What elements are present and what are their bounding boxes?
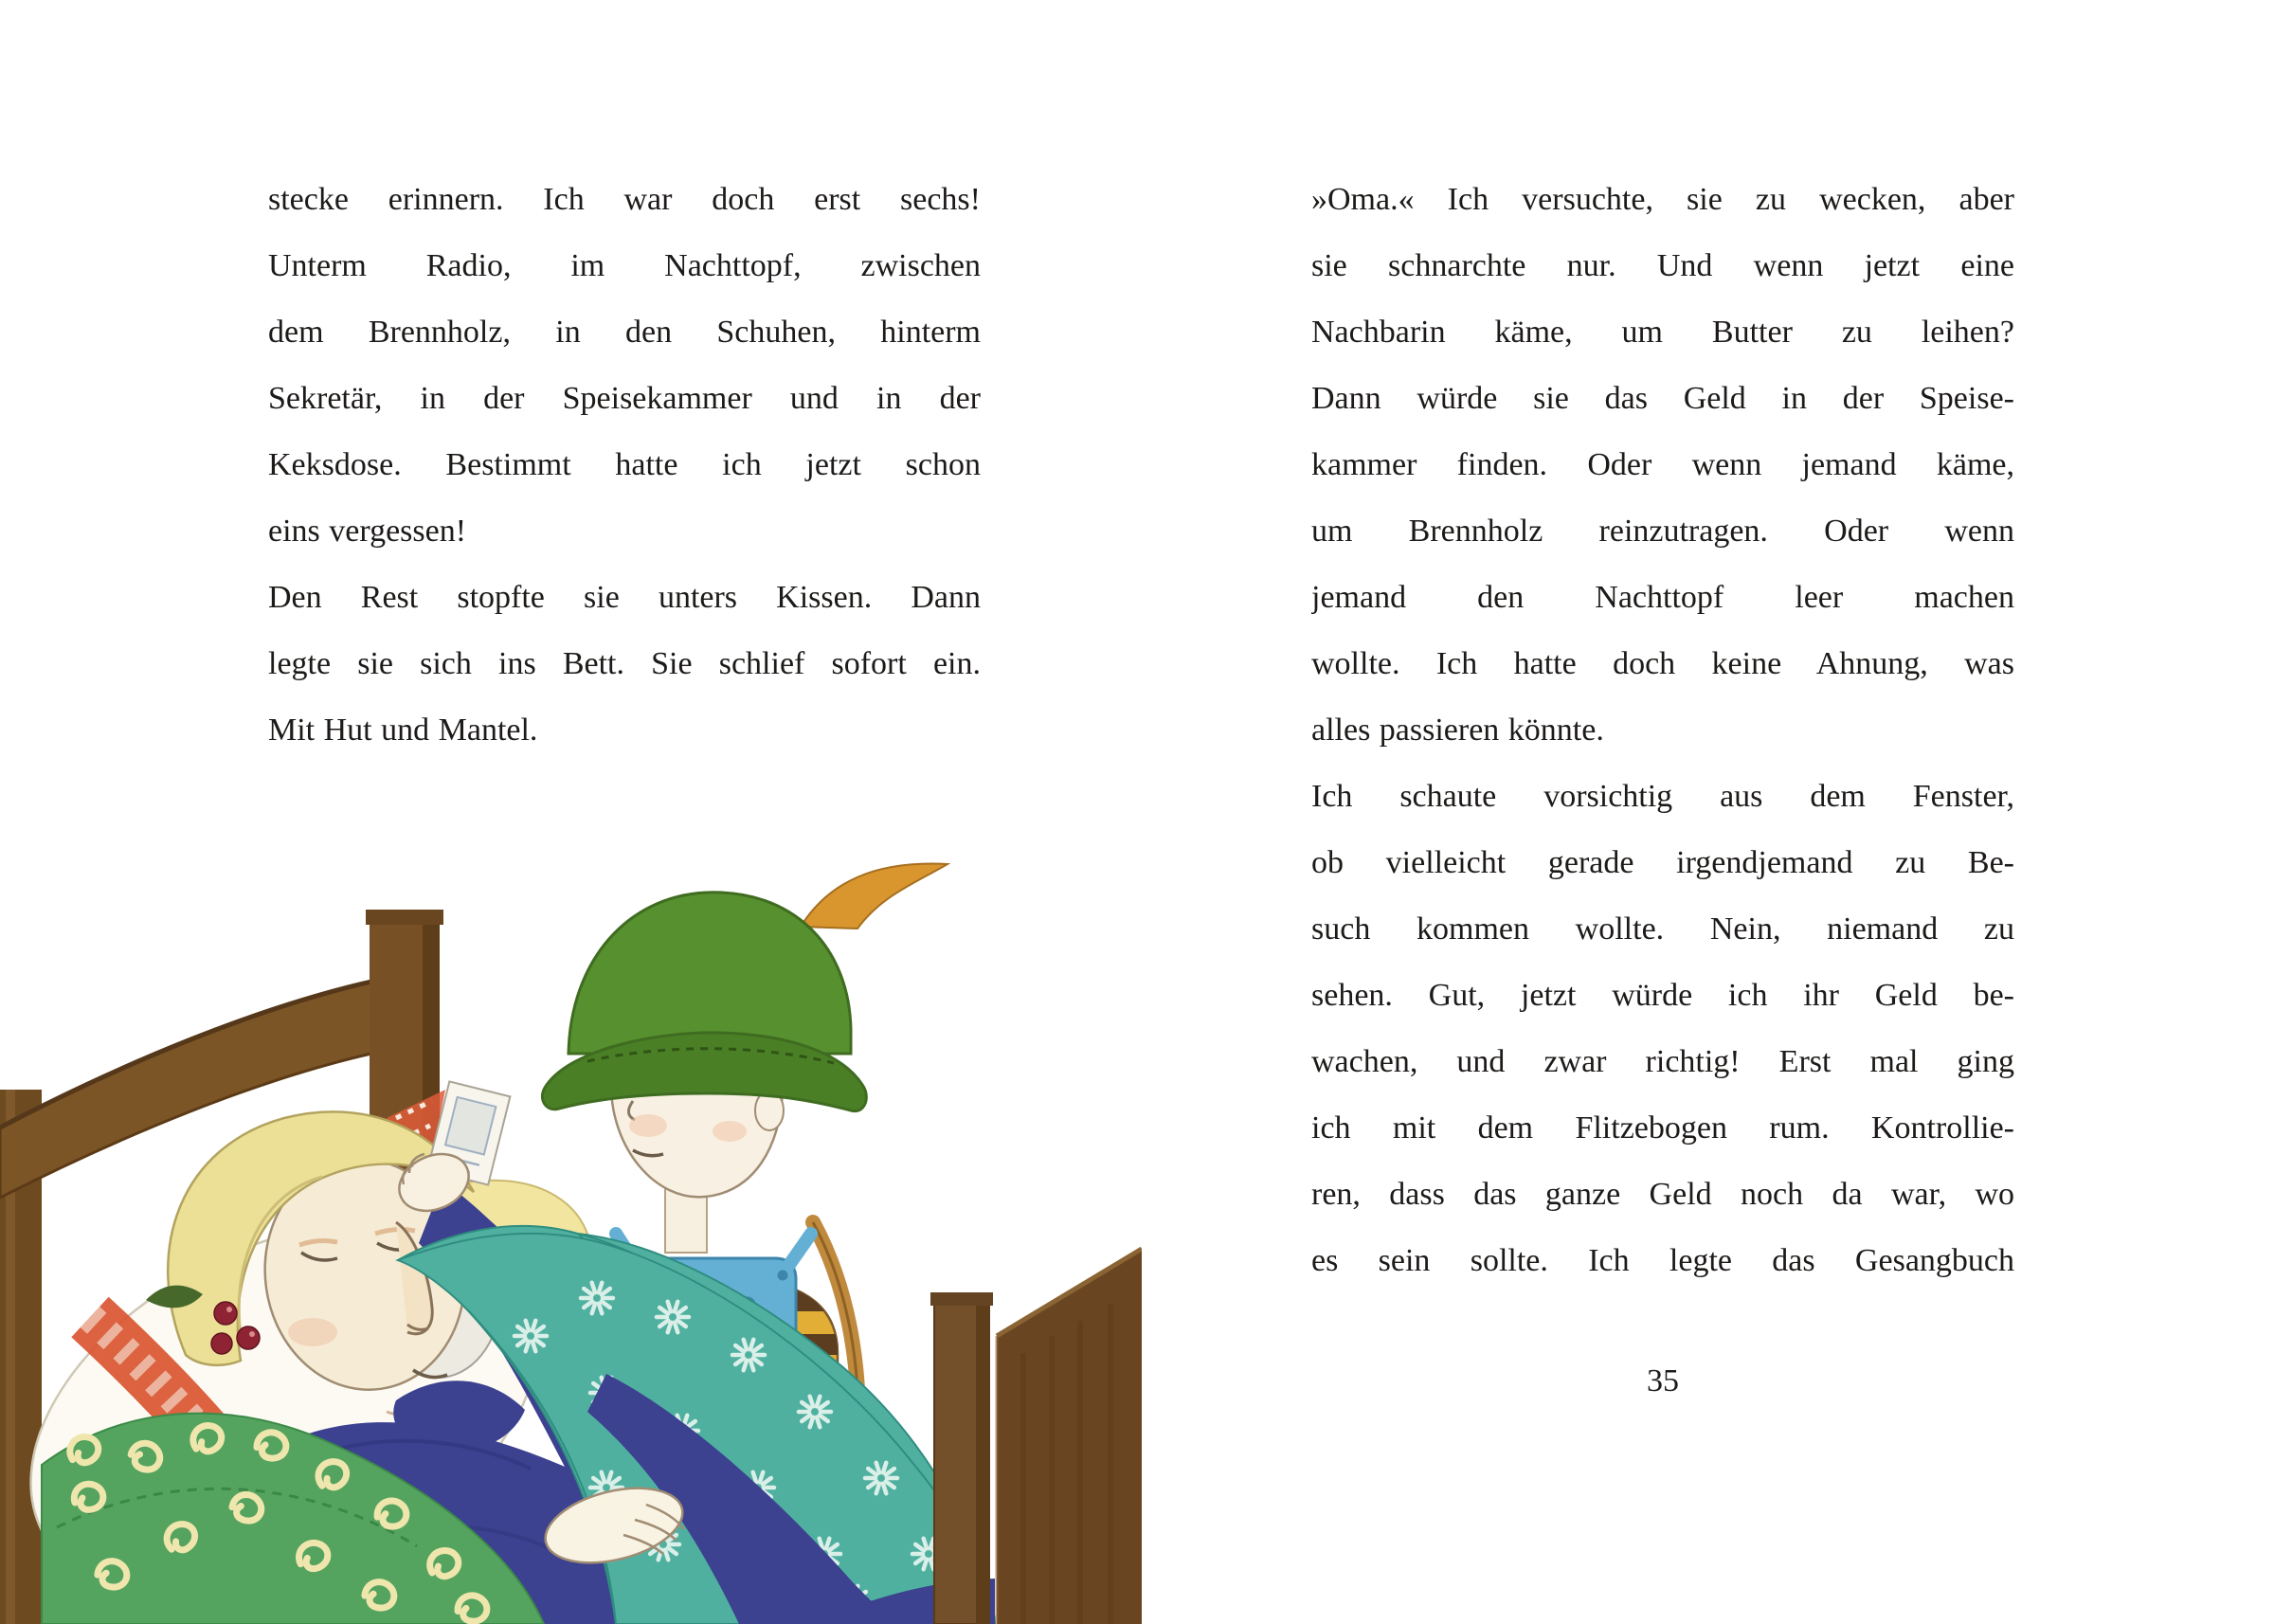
text-line: es sein sollte. Ich legte das Gesangbuch — [1311, 1243, 2014, 1278]
left-page-text — [268, 167, 981, 764]
text-line: Dann würde sie das Geld in der Speise- — [1311, 381, 2014, 416]
text-line: dem Brennholz, in den Schuhen, hinterm — [268, 315, 981, 350]
text-line: »Oma.« Ich versuchte, sie zu wecken, aber — [1311, 182, 2014, 217]
text-line: ren, dass das ganze Geld noch da war, wo — [1311, 1177, 2014, 1212]
text-line: Ich schaute vorsichtig aus dem Fenster, — [1311, 779, 2014, 814]
page-number: 35 — [1647, 1363, 1679, 1398]
text-line: Mit Hut und Mantel. — [268, 713, 538, 748]
text-line: um Brennholz reinzutragen. Oder wenn — [1311, 514, 2014, 549]
text-line: such kommen wollte. Nein, niemand zu — [1311, 911, 2014, 947]
text-line: Den Rest stopfte sie unters Kissen. Dann — [268, 580, 981, 615]
text-line: eins vergessen! — [268, 514, 467, 549]
text-line: sehen. Gut, jetzt würde ich ihr Geld be- — [1311, 978, 2014, 1013]
text-line: stecke erinnern. Ich war doch erst sechs! — [268, 182, 981, 217]
text-line: Unterm Radio, im Nachttopf, zwischen — [268, 248, 981, 283]
text-line: wollte. Ich hatte doch keine Ahnung, was — [1311, 646, 2014, 681]
text-line: kammer finden. Oder wenn jemand käme, — [1311, 447, 2014, 482]
text-line: ich mit dem Flitzebogen rum. Kontrollie- — [1311, 1110, 2014, 1146]
text-line: sie schnarchte nur. Und wenn jetzt eine — [1311, 248, 2014, 283]
right-page-text — [1311, 167, 2014, 1294]
text-line: wachen, und zwar richtig! Erst mal ging — [1311, 1044, 2014, 1079]
illustration-grandma-in-bed — [0, 805, 1142, 1624]
text-line: jemand den Nachttopf leer machen — [1311, 580, 2014, 615]
text-line: Sekretär, in der Speisekammer und in der — [268, 381, 981, 416]
text-line: Keksdose. Bestimmt hatte ich jetzt schon — [268, 447, 981, 482]
bed-footboard — [930, 1249, 1142, 1624]
boy-hat-feather — [801, 864, 948, 929]
text-line: ob vielleicht gerade irgendjemand zu Be- — [1311, 845, 2014, 880]
text-line: alles passieren könnte. — [1311, 713, 1604, 748]
text-line: Nachbarin käme, um Butter zu leihen? — [1311, 315, 2014, 350]
text-line: legte sie sich ins Bett. Sie schlief sofort ein. — [268, 646, 981, 681]
